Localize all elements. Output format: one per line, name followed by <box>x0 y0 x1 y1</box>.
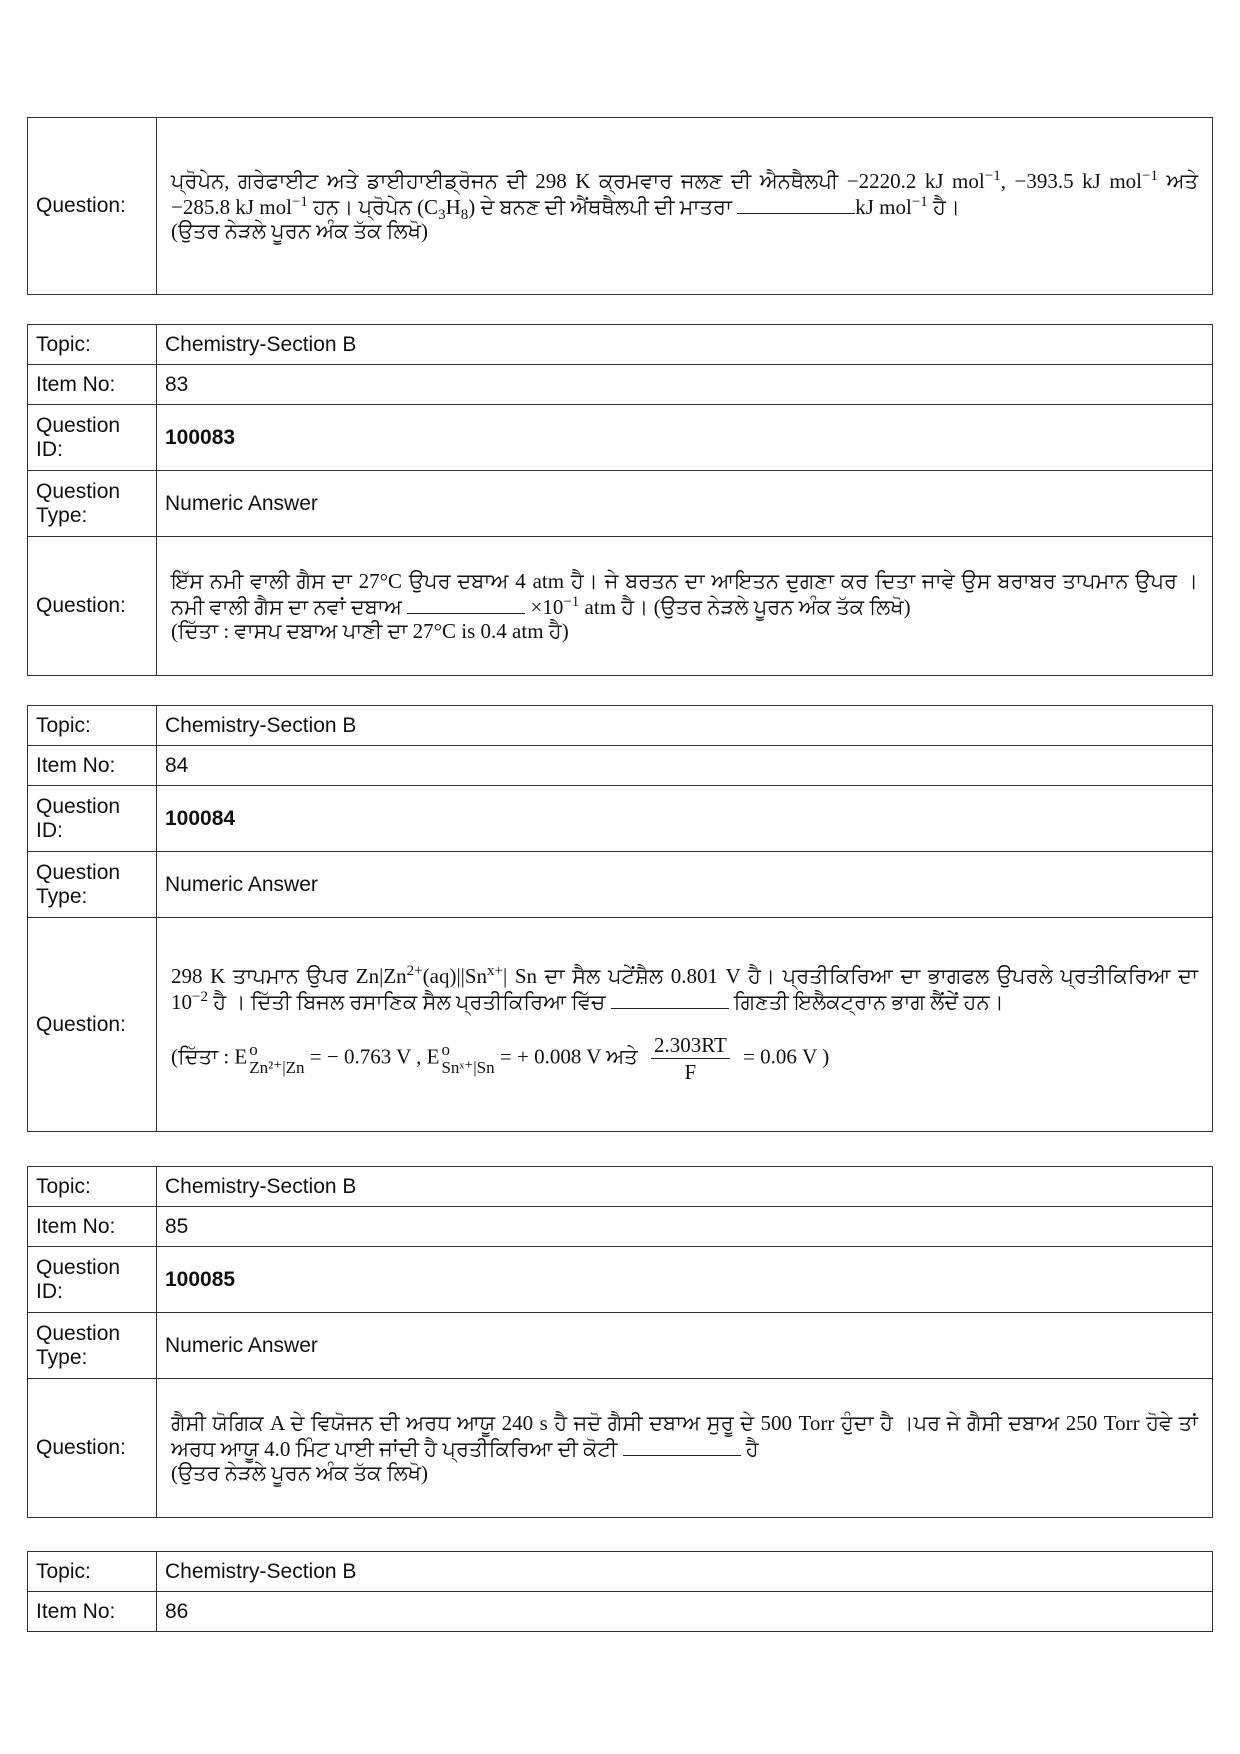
q82-sub-8: 8 <box>460 207 469 224</box>
q83-text-b: ×10 <box>525 595 564 619</box>
question-type-value: Numeric Answer <box>157 471 1213 537</box>
topic-label: Topic: <box>28 1552 157 1592</box>
question-text <box>157 537 1213 676</box>
q84-given-v2: = + 0.008 V ਅਤੇ <box>494 1044 643 1069</box>
e-sub-sn: Snˣ⁺|Sn <box>441 1057 495 1077</box>
item-no-value: 86 <box>157 1592 1213 1632</box>
question-text <box>157 118 1213 295</box>
item-no-value: 84 <box>157 746 1213 786</box>
question-id-label: Question ID: <box>28 786 157 852</box>
question-id-value: 100084 <box>157 786 1213 852</box>
q84-text-a: 298 K ਤਾਪਮਾਨ ਉਪਰ Zn|Zn <box>171 964 407 988</box>
q82-note: (ਉਤਰ ਨੇੜਲੇ ਪੂਰਨ ਅੰਕ ਤੱਕ ਲਿਖੋ) <box>171 219 429 243</box>
topic-label: Topic: <box>28 706 157 746</box>
fraction-denominator: F <box>684 1060 697 1084</box>
item-no-value: 83 <box>157 365 1213 405</box>
e-sup-zn: o <box>249 1039 258 1059</box>
question-label: Question: <box>28 918 157 1132</box>
e-sub-zn: Zn²⁺|Zn <box>249 1057 305 1077</box>
electrode-potential-sn <box>441 1041 494 1077</box>
question-label: Question: <box>28 1379 157 1518</box>
question-type-label: Question Type: <box>28 852 157 918</box>
q84-sup-zn: 2+ <box>406 963 423 979</box>
q84-text-d: ਹੈ । ਦਿੱਤੀ ਬਿਜਲ ਰਸਾਣਿਕ ਸੈਲ ਪ੍ਰਤੀਕਿਰਿਆ ਵਿੱਚ <box>207 990 611 1014</box>
q84-given-v3: = 0.06 V ) <box>737 1044 830 1069</box>
topic-value: Chemistry-Section B <box>157 706 1213 746</box>
q82-text-g: kJ mol <box>855 195 912 219</box>
q83-text-a: ਇੱਸ ਨਮੀ ਵਾਲੀ ਗੈਸ ਦਾ 27°C ਉਪਰ ਦਬਾਅ 4 atm ਹੈ। ਜੇ ਬਰਤਨ ਦਾ ਆਇਤਨ ਦੁਗਣਾ ਕਰ ਦਿਤਾ ਜਾਵੇ ਉਸ ਬਰਾਬਰ ਤਾਪਮਾਨ ਉਪਰ । ਨਮੀ ਵਾਲੀ ਗੈਸ ਦਾ ਨਵਾਂ ਦਬਾਅ <box>171 569 1198 619</box>
answer-blank <box>737 193 855 214</box>
question-82-block <box>27 117 1213 295</box>
q82-text-c: ਅਤੇ −285.8 kJ mol <box>171 169 1199 219</box>
question-id-label: Question ID: <box>28 405 157 471</box>
question-86-block <box>27 1551 1213 1632</box>
question-id-value: 100083 <box>157 405 1213 471</box>
topic-label: Topic: <box>28 1167 157 1207</box>
q85-text-b: ਹੈ <box>740 1437 759 1461</box>
fraction-numerator: 2.303RT <box>651 1032 730 1059</box>
q82-text-h: ਹੈ। <box>927 195 961 219</box>
question-label: Question: <box>28 537 157 676</box>
question-text <box>157 1379 1213 1518</box>
q84-sup-neg2: −2 <box>192 989 208 1005</box>
e-sup-sn: o <box>441 1039 450 1059</box>
q85-note: (ਉਤਰ ਨੇੜਲੇ ਪੂਰਨ ਅੰਕ ਤੱਕ ਲਿਖੋ) <box>171 1461 429 1485</box>
q84-given-open: (ਦਿੱਤਾ : E <box>171 1044 248 1069</box>
q82-text-e: H <box>445 195 461 219</box>
question-type-value: Numeric Answer <box>157 1313 1213 1379</box>
item-no-label: Item No: <box>28 365 157 405</box>
q82-text-b: , −393.5 kJ mol <box>1000 169 1142 193</box>
question-id-value: 100085 <box>157 1247 1213 1313</box>
item-no-value: 85 <box>157 1207 1213 1247</box>
item-no-label: Item No: <box>28 1592 157 1632</box>
q82-sup-a: −1 <box>984 168 1001 184</box>
fraction-2303rt-f <box>651 1032 730 1085</box>
q82-sub-3: 3 <box>438 207 446 224</box>
question-83-block <box>27 324 1213 676</box>
q82-text-d: ਹਨ। ਪ੍ਰੋਪੇਨ (C <box>307 195 439 219</box>
q83-given: (ਦਿੱਤਾ : ਵਾਸਪ ਦਬਾਅ ਪਾਣੀ ਦਾ 27°C is 0.4 atm ਹੈ) <box>171 619 569 643</box>
item-no-label: Item No: <box>28 746 157 786</box>
q82-text-f: ) ਦੇ ਬਨਣ ਦੀ ਐਂਥਥੈਲਪੀ ਦੀ ਮਾਤਰਾ <box>468 195 738 219</box>
answer-blank <box>623 1435 741 1456</box>
q82-sup-d: −1 <box>911 194 928 210</box>
q83-text-c: atm ਹੈ। (ਉਤਰ ਨੇੜਲੇ ਪੂਰਨ ਅੰਕ ਤੱਕ ਲਿਖੋ) <box>579 595 911 619</box>
topic-value: Chemistry-Section B <box>157 325 1213 365</box>
q84-text-e: ਗਿਣਤੀ ਇਲੈਕਟ੍ਰਾਨ ਭਾਗ ਲੈਂਦੇਂ ਹਨ। <box>728 990 1004 1014</box>
question-type-label: Question Type: <box>28 471 157 537</box>
answer-blank <box>407 593 525 614</box>
question-text <box>157 918 1213 1132</box>
q85-text-a: ਗੈਸੀ ਯੋਗਿਕ A ਦੇ ਵਿਯੋਜਨ ਦੀ ਅਰਧ ਆਯੂ 240 s ਹੈ ਜਦੋ ਗੈਸੀ ਦਬਾਅ ਸੁਰੂ ਦੇ 500 Torr ਹੁੰਦਾ ਹੈ ।ਪਰ ਜੇ ਗੈਸੀ ਦਬਾਅ 250 Torr ਹੋਵੇ ਤਾਂ ਅਰਧ ਆਯੂ 4.0 ਮਿੰਟ ਪਾਈ ਜਾਂਦੀ ਹੈ ਪ੍ਰਤੀਕਿਰਿਆ ਦੀ ਕੋਟੀ <box>171 1411 1198 1461</box>
q82-sup-b: −1 <box>1142 168 1158 184</box>
topic-value: Chemistry-Section B <box>157 1552 1213 1592</box>
q82-text-a: ਪ੍ਰੋਪੇਨ, ਗਰੇਫਾਈਟ ਅਤੇ ਡਾਈਹਾਈਡ੍ਰੋਜਨ ਦੀ 298 K ਕ੍ਰਮਵਾਰ ਜਲਣ ਦੀ ਐਨਥੈਲਪੀ −2220.2 kJ mol <box>171 169 985 193</box>
q83-sup: −1 <box>563 594 580 610</box>
electrode-potential-zn <box>249 1041 304 1077</box>
item-no-label: Item No: <box>28 1207 157 1247</box>
q84-text-c: | Sn ਦਾ ਸੈਲ ਪਟੇਂਸ਼ੈਲ 0.801 V ਹੈ। ਪ੍ਰਤੀਕਿਰਿਆ ਦਾ ਭਾਗਫਲ ਉਪਰਲੇ ਪ੍ਰਤੀਕਿਰਿਆ ਦਾ 10 <box>171 964 1198 1014</box>
question-85-block <box>27 1166 1213 1518</box>
topic-label: Topic: <box>28 325 157 365</box>
q84-given <box>171 1032 1198 1085</box>
q82-sup-c: −1 <box>291 194 308 210</box>
question-type-label: Question Type: <box>28 1313 157 1379</box>
q84-sup-sn: x+ <box>487 963 504 979</box>
q84-given-v1: = − 0.763 V , E <box>304 1044 440 1069</box>
question-label: Question: <box>28 118 157 295</box>
question-id-label: Question ID: <box>28 1247 157 1313</box>
topic-value: Chemistry-Section B <box>157 1167 1213 1207</box>
question-type-value: Numeric Answer <box>157 852 1213 918</box>
question-84-block <box>27 705 1213 1132</box>
answer-blank <box>611 988 729 1009</box>
q84-text-b: (aq)||Sn <box>422 964 488 988</box>
